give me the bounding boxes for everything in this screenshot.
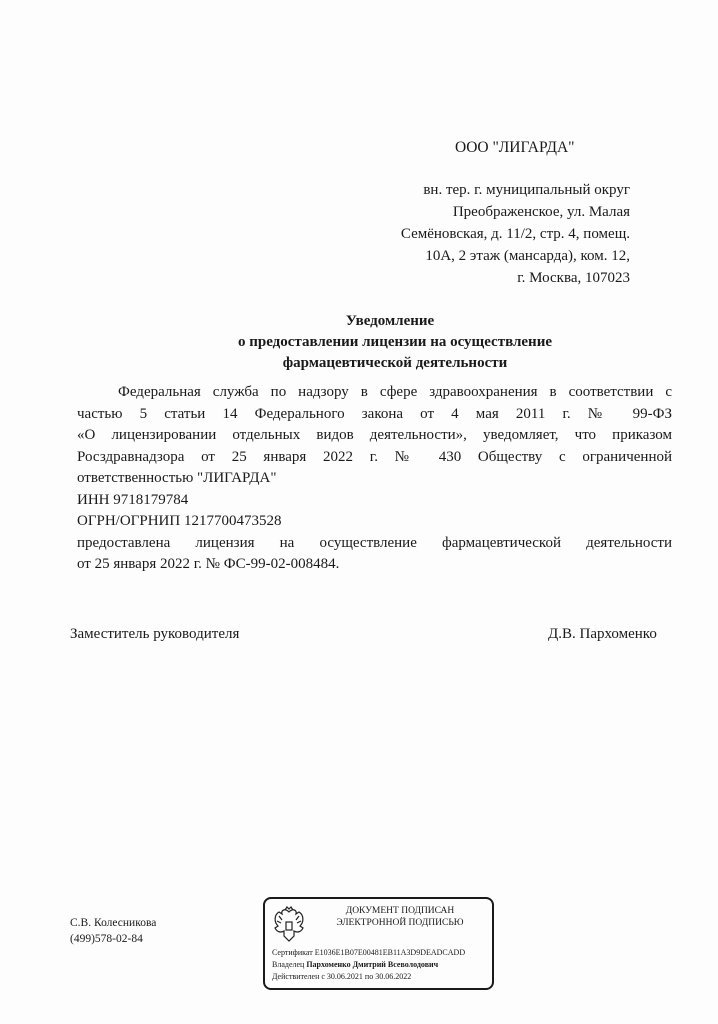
signatory-role: Заместитель руководителя bbox=[70, 626, 240, 642]
recipient-name: ООО "ЛИГАРДА" bbox=[455, 139, 575, 156]
executor-name: С.В. Колесникова bbox=[70, 917, 157, 929]
address-line: Семёновская, д. 11/2, стр. 4, помещ. bbox=[400, 226, 630, 242]
title-line: Уведомление bbox=[345, 313, 435, 329]
owner-label: Владелец bbox=[272, 960, 305, 969]
coat-of-arms-icon bbox=[271, 906, 307, 944]
body-line: Федеральная служба по надзору в сфере здравоохранения в соответствии с bbox=[118, 384, 672, 400]
stamp-heading-line: ЭЛЕКТРОННОЙ ПОДПИСЬЮ bbox=[336, 918, 464, 928]
certificate-number: Сертификат E1036E1B07E00481EB11A3D9DEADCADD bbox=[272, 948, 466, 957]
inn: ИНН 9718179784 bbox=[77, 491, 189, 508]
title-line: о предоставлении лицензии на осуществление bbox=[237, 334, 552, 350]
certificate-owner bbox=[272, 960, 438, 969]
stamp-heading-line: ДОКУМЕНТ ПОДПИСАН bbox=[345, 906, 455, 916]
executor-info bbox=[70, 915, 156, 947]
address-line: вн. тер. г. муниципальный округ bbox=[423, 182, 630, 198]
address-line: г. Москва, 107023 bbox=[517, 270, 630, 286]
body-line: Росздравнадзора от 25 января 2022 г. № 430 Обществу с ограниченной bbox=[77, 448, 672, 465]
license-number: от 25 января 2022 г. № ФС-99-02-008484. bbox=[77, 556, 340, 572]
title-line: фармацевтической деятельности bbox=[282, 355, 508, 371]
electronic-signature-stamp bbox=[263, 897, 494, 990]
recipient-address bbox=[360, 179, 630, 289]
body-line: «О лицензировании отдельных видов деятельности», уведомляет, что приказом bbox=[77, 427, 672, 443]
ogrn: ОГРН/ОГРНИП 1217700473528 bbox=[77, 513, 282, 529]
organization-name: ответственностью "ЛИГАРДА" bbox=[77, 470, 277, 486]
document-title bbox=[60, 311, 718, 374]
body-line: предоставлена лицензия на осуществление фармацевтической деятельности bbox=[77, 534, 672, 551]
signatory-name: Д.В. Пархоменко bbox=[548, 626, 657, 642]
executor-phone: (499)578-02-84 bbox=[70, 933, 143, 945]
certificate-validity: Действителен с 30.06.2021 по 30.06.2022 bbox=[272, 972, 412, 981]
address-line: 10А, 2 этаж (мансарда), ком. 12, bbox=[425, 248, 630, 264]
address-line: Преображенское, ул. Малая bbox=[452, 204, 630, 220]
body-line: частью 5 статьи 14 Федерального закона от 4 мая 2011 г. № 99-ФЗ bbox=[77, 405, 672, 422]
owner-name: Пархоменко Дмитрий Всеволодович bbox=[306, 960, 439, 969]
stamp-heading bbox=[311, 905, 489, 929]
